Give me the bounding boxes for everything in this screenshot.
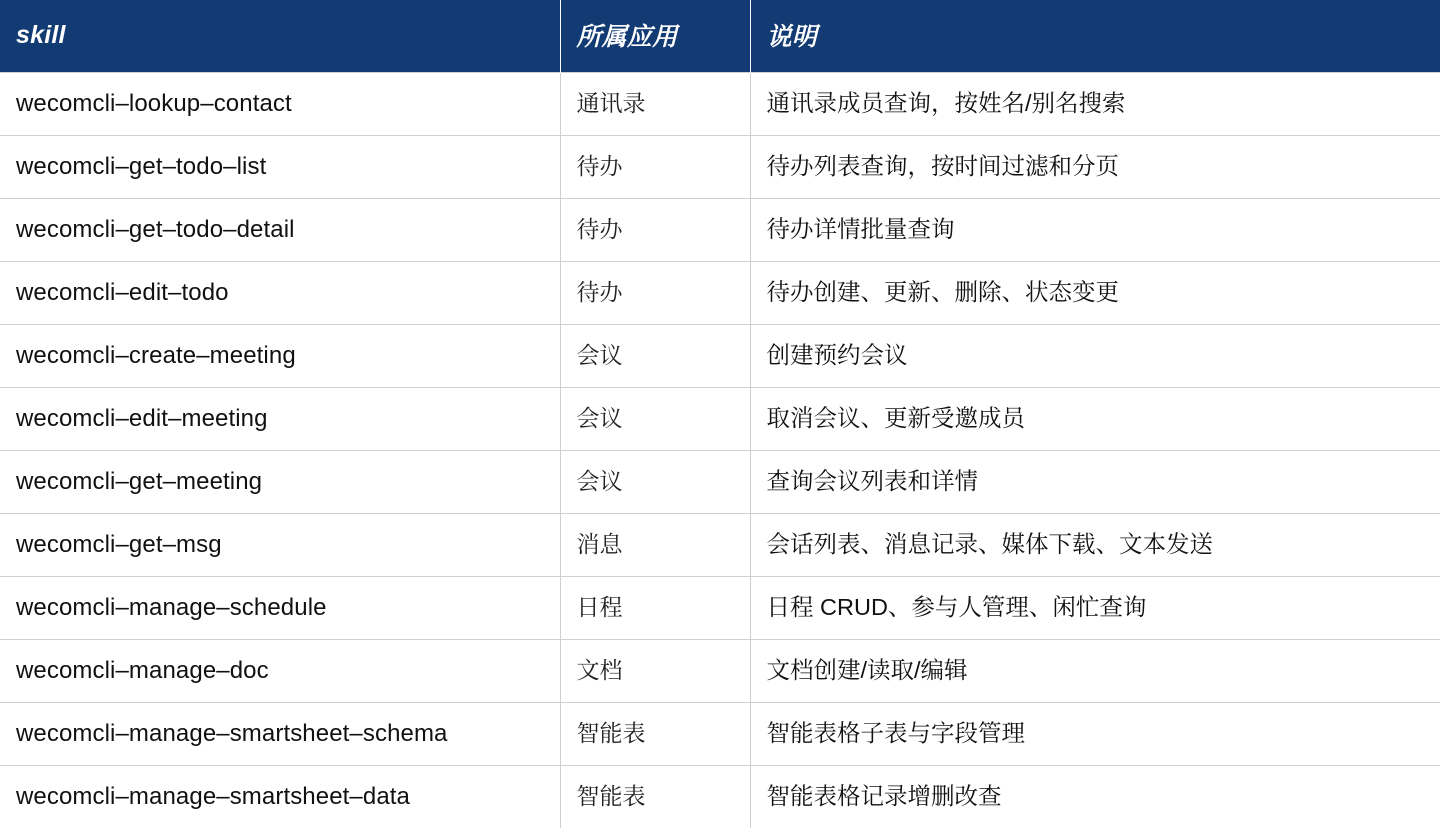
column-header-app: 所属应用 (560, 0, 750, 73)
table-row (0, 577, 1440, 640)
table-row (0, 640, 1440, 703)
table-row (0, 262, 1440, 325)
table-row (0, 514, 1440, 577)
table-row (0, 136, 1440, 199)
table-header-row (0, 0, 1440, 73)
cell-skill: wecomcli–edit–meeting (0, 388, 560, 451)
cell-desc: 文档创建/读取/编辑 (750, 640, 1440, 703)
table-row (0, 703, 1440, 766)
table-row (0, 199, 1440, 262)
cell-desc: 创建预约会议 (750, 325, 1440, 388)
cell-skill: wecomcli–manage–doc (0, 640, 560, 703)
cell-desc: 待办详情批量查询 (750, 199, 1440, 262)
cell-skill: wecomcli–manage–smartsheet–data (0, 766, 560, 828)
cell-app: 会议 (560, 451, 750, 514)
cell-app: 待办 (560, 262, 750, 325)
cell-app: 文档 (560, 640, 750, 703)
cell-app: 待办 (560, 136, 750, 199)
cell-skill: wecomcli–get–meeting (0, 451, 560, 514)
table-header (0, 0, 1440, 73)
column-header-skill: skill (0, 0, 560, 73)
cell-app: 智能表 (560, 703, 750, 766)
cell-skill: wecomcli–lookup–contact (0, 73, 560, 136)
cell-app: 会议 (560, 325, 750, 388)
cell-app: 智能表 (560, 766, 750, 828)
cell-desc: 智能表格子表与字段管理 (750, 703, 1440, 766)
cell-app: 通讯录 (560, 73, 750, 136)
cell-skill: wecomcli–manage–schedule (0, 577, 560, 640)
table-row (0, 73, 1440, 136)
table-body (0, 73, 1440, 828)
cell-app: 日程 (560, 577, 750, 640)
cell-desc: 查询会议列表和详情 (750, 451, 1440, 514)
cell-desc: 智能表格记录增删改查 (750, 766, 1440, 828)
table-row (0, 388, 1440, 451)
column-header-desc: 说明 (750, 0, 1440, 73)
cell-desc: 待办列表查询，按时间过滤和分页 (750, 136, 1440, 199)
cell-skill: wecomcli–manage–smartsheet–schema (0, 703, 560, 766)
table-row (0, 766, 1440, 828)
cell-skill: wecomcli–edit–todo (0, 262, 560, 325)
cell-app: 消息 (560, 514, 750, 577)
cell-app: 会议 (560, 388, 750, 451)
cell-desc: 待办创建、更新、删除、状态变更 (750, 262, 1440, 325)
cell-skill: wecomcli–get–todo–detail (0, 199, 560, 262)
cell-skill: wecomcli–get–todo–list (0, 136, 560, 199)
cell-app: 待办 (560, 199, 750, 262)
cell-desc: 会话列表、消息记录、媒体下载、文本发送 (750, 514, 1440, 577)
cell-skill: wecomcli–create–meeting (0, 325, 560, 388)
cell-skill: wecomcli–get–msg (0, 514, 560, 577)
cell-desc: 取消会议、更新受邀成员 (750, 388, 1440, 451)
table-row (0, 451, 1440, 514)
cell-desc: 通讯录成员查询，按姓名/别名搜索 (750, 73, 1440, 136)
table-row (0, 325, 1440, 388)
cell-desc: 日程 CRUD、参与人管理、闲忙查询 (750, 577, 1440, 640)
